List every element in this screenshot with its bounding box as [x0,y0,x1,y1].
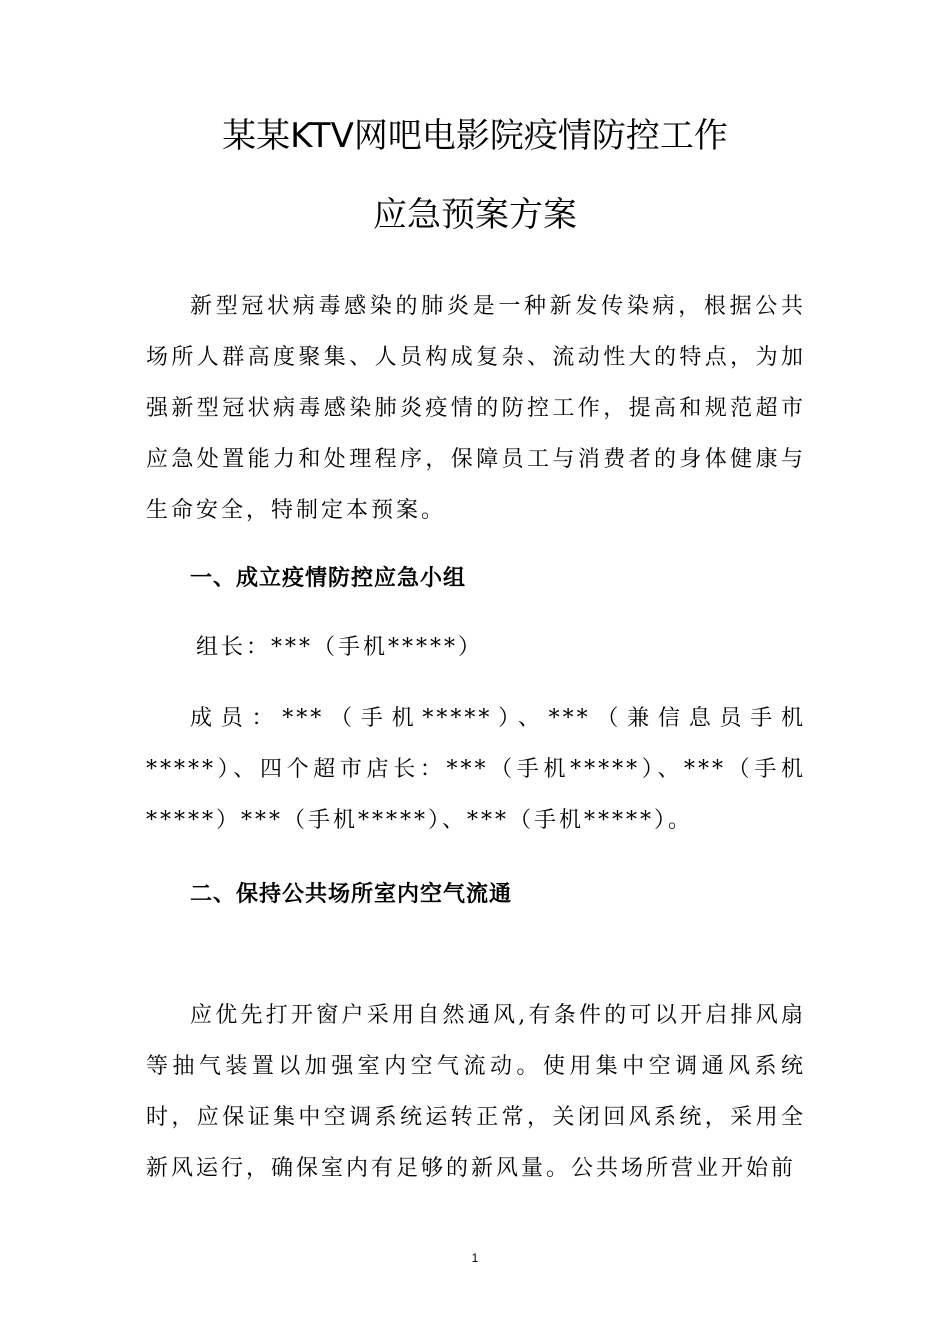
section-1-heading: 一、成立疫情防控应急小组 [190,566,467,591]
document-title-line-1: 某某KTV网吧电影院疫情防控工作 [222,116,728,156]
intro-paragraph: 新型冠状病毒感染的肺炎是一种新发传染病，根据公共场所人群高度聚集、人员构成复杂、流动性大的特点，为加强新型冠状病毒感染肺炎疫情的防控工作，提高和规范超市应急处置能力和处理程序，保障员工与消费者的身体健康与生命安全，特制定本预案。 [146,294,806,523]
document-title-line-2: 应急预案方案 [373,195,577,235]
page-number: 1 [471,1251,479,1265]
section-2-heading: 二、保持公共场所室内空气流通 [190,882,513,907]
group-members-paragraph: 成员：***（手机*****）、***（兼信息员手机*****）、四个超市店长：***（手机*****）、***（手机*****）***（手机*****）、***（手机*****）。 [146,706,806,833]
ventilation-paragraph: 应优先打开窗户采用自然通风,有条件的可以开启排风扇等抽气装置以加强室内空气流动。使用集中空调通风系统时，应保证集中空调系统运转正常，关闭回风系统，采用全新风运行，确保室内有足够的新风量。公共场所营业开始前 [146,1003,806,1181]
group-leader-line: 组长：***（手机*****） [196,635,484,660]
